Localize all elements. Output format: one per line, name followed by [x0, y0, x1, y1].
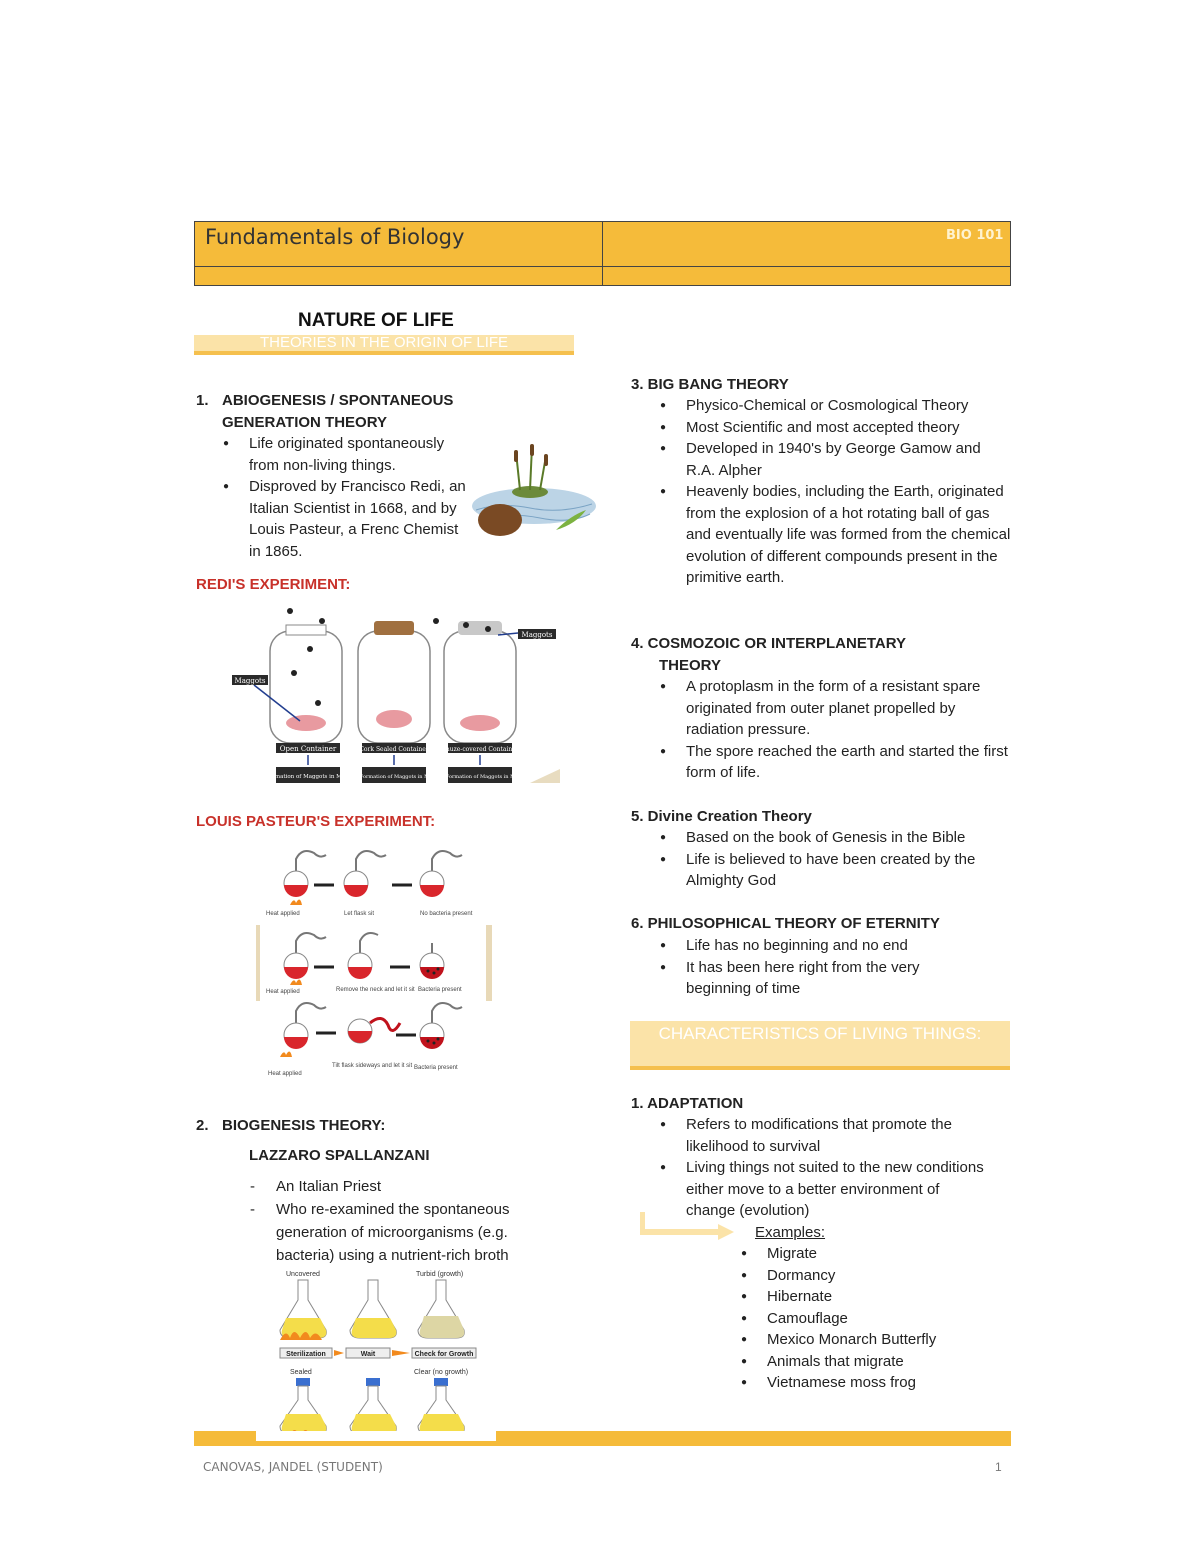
header-row2-left	[194, 266, 602, 286]
theory-2-title: BIOGENESIS THEORY:	[222, 1117, 386, 1134]
pasteur-label: Let flask sit	[344, 911, 375, 917]
theory-1-bullets	[223, 433, 473, 562]
list-item: ● Life has no beginning and no end	[660, 935, 960, 957]
theory-1-title-line2: GENERATION THEORY	[222, 414, 388, 431]
list-item: ● Based on the book of Genesis in the Bible	[660, 827, 1012, 849]
pasteur-label: Bacteria present	[418, 987, 462, 993]
section-band-characteristics: CHARACTERISTICS OF LIVING THINGS:	[630, 1021, 1010, 1070]
pasteur-label: Bacteria present	[414, 1065, 458, 1071]
theory-6-bullets	[660, 935, 960, 1000]
spall-label: Wait	[360, 1351, 376, 1358]
label-maggots-right: Maggots	[521, 631, 553, 639]
flask-row-bottom	[280, 1378, 464, 1438]
list-item: ● Hibernate	[741, 1286, 1001, 1308]
pasteur-row-3	[280, 1003, 462, 1057]
examples-label: Examples:	[755, 1224, 826, 1241]
course-code: BIO 101	[946, 228, 1004, 243]
theory-5-title: 5. Divine Creation Theory	[631, 808, 812, 825]
redi-experiment-diagram	[230, 603, 562, 785]
list-item: ● It has been here right from the very beginning of time	[660, 957, 960, 1000]
label-result-3: No Formation of Maggots in Meat	[436, 774, 524, 780]
jar-gauze	[444, 621, 516, 743]
theory-1-title-line1: ABIOGENESIS / SPONTANEOUS	[222, 392, 454, 409]
spallanzani-diagram	[256, 1266, 496, 1442]
list-item: ● Life originated spontaneously from non-living things.	[223, 433, 473, 476]
spall-label: Check for Growth	[414, 1351, 474, 1358]
list-item: ● Most Scientific and most accepted theory	[660, 417, 1012, 439]
label-cork-container: Cork Sealed Container	[359, 746, 429, 753]
list-item: ● A protoplasm in the form of a resistant spare originated from outer planet propelled by radiation pressure.	[660, 676, 1015, 741]
theory-4-bullets	[660, 676, 1015, 784]
jar-open	[270, 625, 342, 743]
footer-bar-gap	[256, 1431, 496, 1441]
jar-cork	[358, 621, 430, 743]
spall-label: Uncovered	[286, 1271, 320, 1278]
list-item: ● Camouflage	[741, 1308, 1001, 1330]
characteristic-1-bullets	[660, 1114, 990, 1222]
pasteur-row-1	[284, 851, 462, 905]
list-item: ● Migrate	[741, 1243, 1001, 1265]
examples-list	[741, 1243, 1001, 1394]
list-item: ● Life is believed to have been created by the Almighty God	[660, 849, 1012, 892]
pasteur-label: Tilt flask sideways and let it sit	[332, 1063, 413, 1069]
spall-label: Sterilization	[286, 1351, 326, 1358]
list-item: - Who re-examined the spontaneous generation of microorganisms (e.g. bacteria) using a nutrient-rich broth	[250, 1198, 542, 1267]
list-item: ● Vietnamese moss frog	[741, 1372, 1001, 1394]
list-item: - An Italian Priest	[250, 1175, 542, 1198]
label-open-container: Open Container	[279, 745, 337, 753]
pasteur-label: Heat applied	[266, 911, 300, 917]
pasteur-label: Heat applied	[266, 989, 300, 995]
theory-3-bullets	[660, 395, 1012, 589]
arrow-icon	[640, 1212, 740, 1242]
list-item: ● Mexico Monarch Butterfly	[741, 1329, 1001, 1351]
redi-experiment-heading: REDI'S EXPERIMENT:	[196, 576, 351, 593]
theory-2-subtitle: LAZZARO SPALLANZANI	[249, 1147, 430, 1164]
label-result-2: No Formation of Maggots in Meat	[350, 774, 438, 780]
pond-illustration	[470, 440, 598, 540]
list-item: ● Living things not suited to the new conditions either move to a better environment of change (evolution)	[660, 1157, 990, 1222]
theory-4-title-line2: THEORY	[659, 657, 721, 674]
spall-label: Sealed	[290, 1369, 312, 1376]
flask-row-top	[280, 1280, 464, 1340]
pasteur-experiment-diagram	[256, 845, 496, 1081]
document-title: Fundamentals of Biology	[205, 225, 465, 249]
footer-author: CANOVAS, JANDEL (STUDENT)	[203, 1460, 383, 1474]
label-gauze-container: Gauze-covered Container	[441, 746, 519, 753]
list-item: ● Refers to modifications that promote the likelihood to survival	[660, 1114, 990, 1157]
theory-3-title: 3. BIG BANG THEORY	[631, 376, 789, 393]
spall-label: Clear (no growth)	[414, 1369, 469, 1376]
pasteur-row-2	[284, 933, 444, 985]
list-item: ● Heavenly bodies, including the Earth, originated from the explosion of a hot rotating ball of gas and eventually life was formed from the chemical evolution of different compounds present in the primitive earth.	[660, 481, 1012, 589]
list-item: ● The spore reached the earth and started the first form of life.	[660, 741, 1015, 784]
list-item: ● Physico-Chemical or Cosmological Theory	[660, 395, 1012, 417]
pasteur-experiment-heading: LOUIS PASTEUR'S EXPERIMENT:	[196, 813, 436, 830]
theory-2-number: 2.	[196, 1117, 209, 1134]
pasteur-label: Heat applied	[268, 1071, 302, 1077]
theory-6-title: 6. PHILOSOPHICAL THEORY OF ETERNITY	[631, 915, 940, 932]
list-item: ● Animals that migrate	[741, 1351, 1001, 1373]
theory-4-title-line1: 4. COSMOZOIC OR INTERPLANETARY	[631, 635, 907, 652]
page-title: NATURE OF LIFE	[298, 310, 454, 331]
section-band-theories: THEORIES IN THE ORIGIN OF LIFE	[194, 335, 574, 355]
spall-label: Turbid (growth)	[416, 1271, 464, 1278]
list-item: ● Dormancy	[741, 1265, 1001, 1287]
characteristic-1-title: 1. ADAPTATION	[631, 1095, 744, 1112]
pasteur-label: Remove the neck and let it sit	[336, 987, 415, 993]
label-result-1: Formation of Maggots in Meat	[265, 774, 351, 780]
list-item: ● Disproved by Francisco Redi, an Italian Scientist in 1668, and by Louis Pasteur, a Frenc Chemist in 1865.	[223, 476, 473, 562]
pasteur-label: No bacteria present	[420, 911, 473, 917]
list-item: ● Developed in 1940's by George Gamow and R.A. Alpher	[660, 438, 1012, 481]
label-maggots-left: Maggots	[234, 677, 266, 685]
page-number: 1	[995, 1460, 1002, 1474]
theory-1-number: 1.	[196, 392, 209, 409]
theory-2-details	[250, 1175, 542, 1267]
theory-5-bullets	[660, 827, 1012, 892]
header-row2-right	[602, 266, 1011, 286]
